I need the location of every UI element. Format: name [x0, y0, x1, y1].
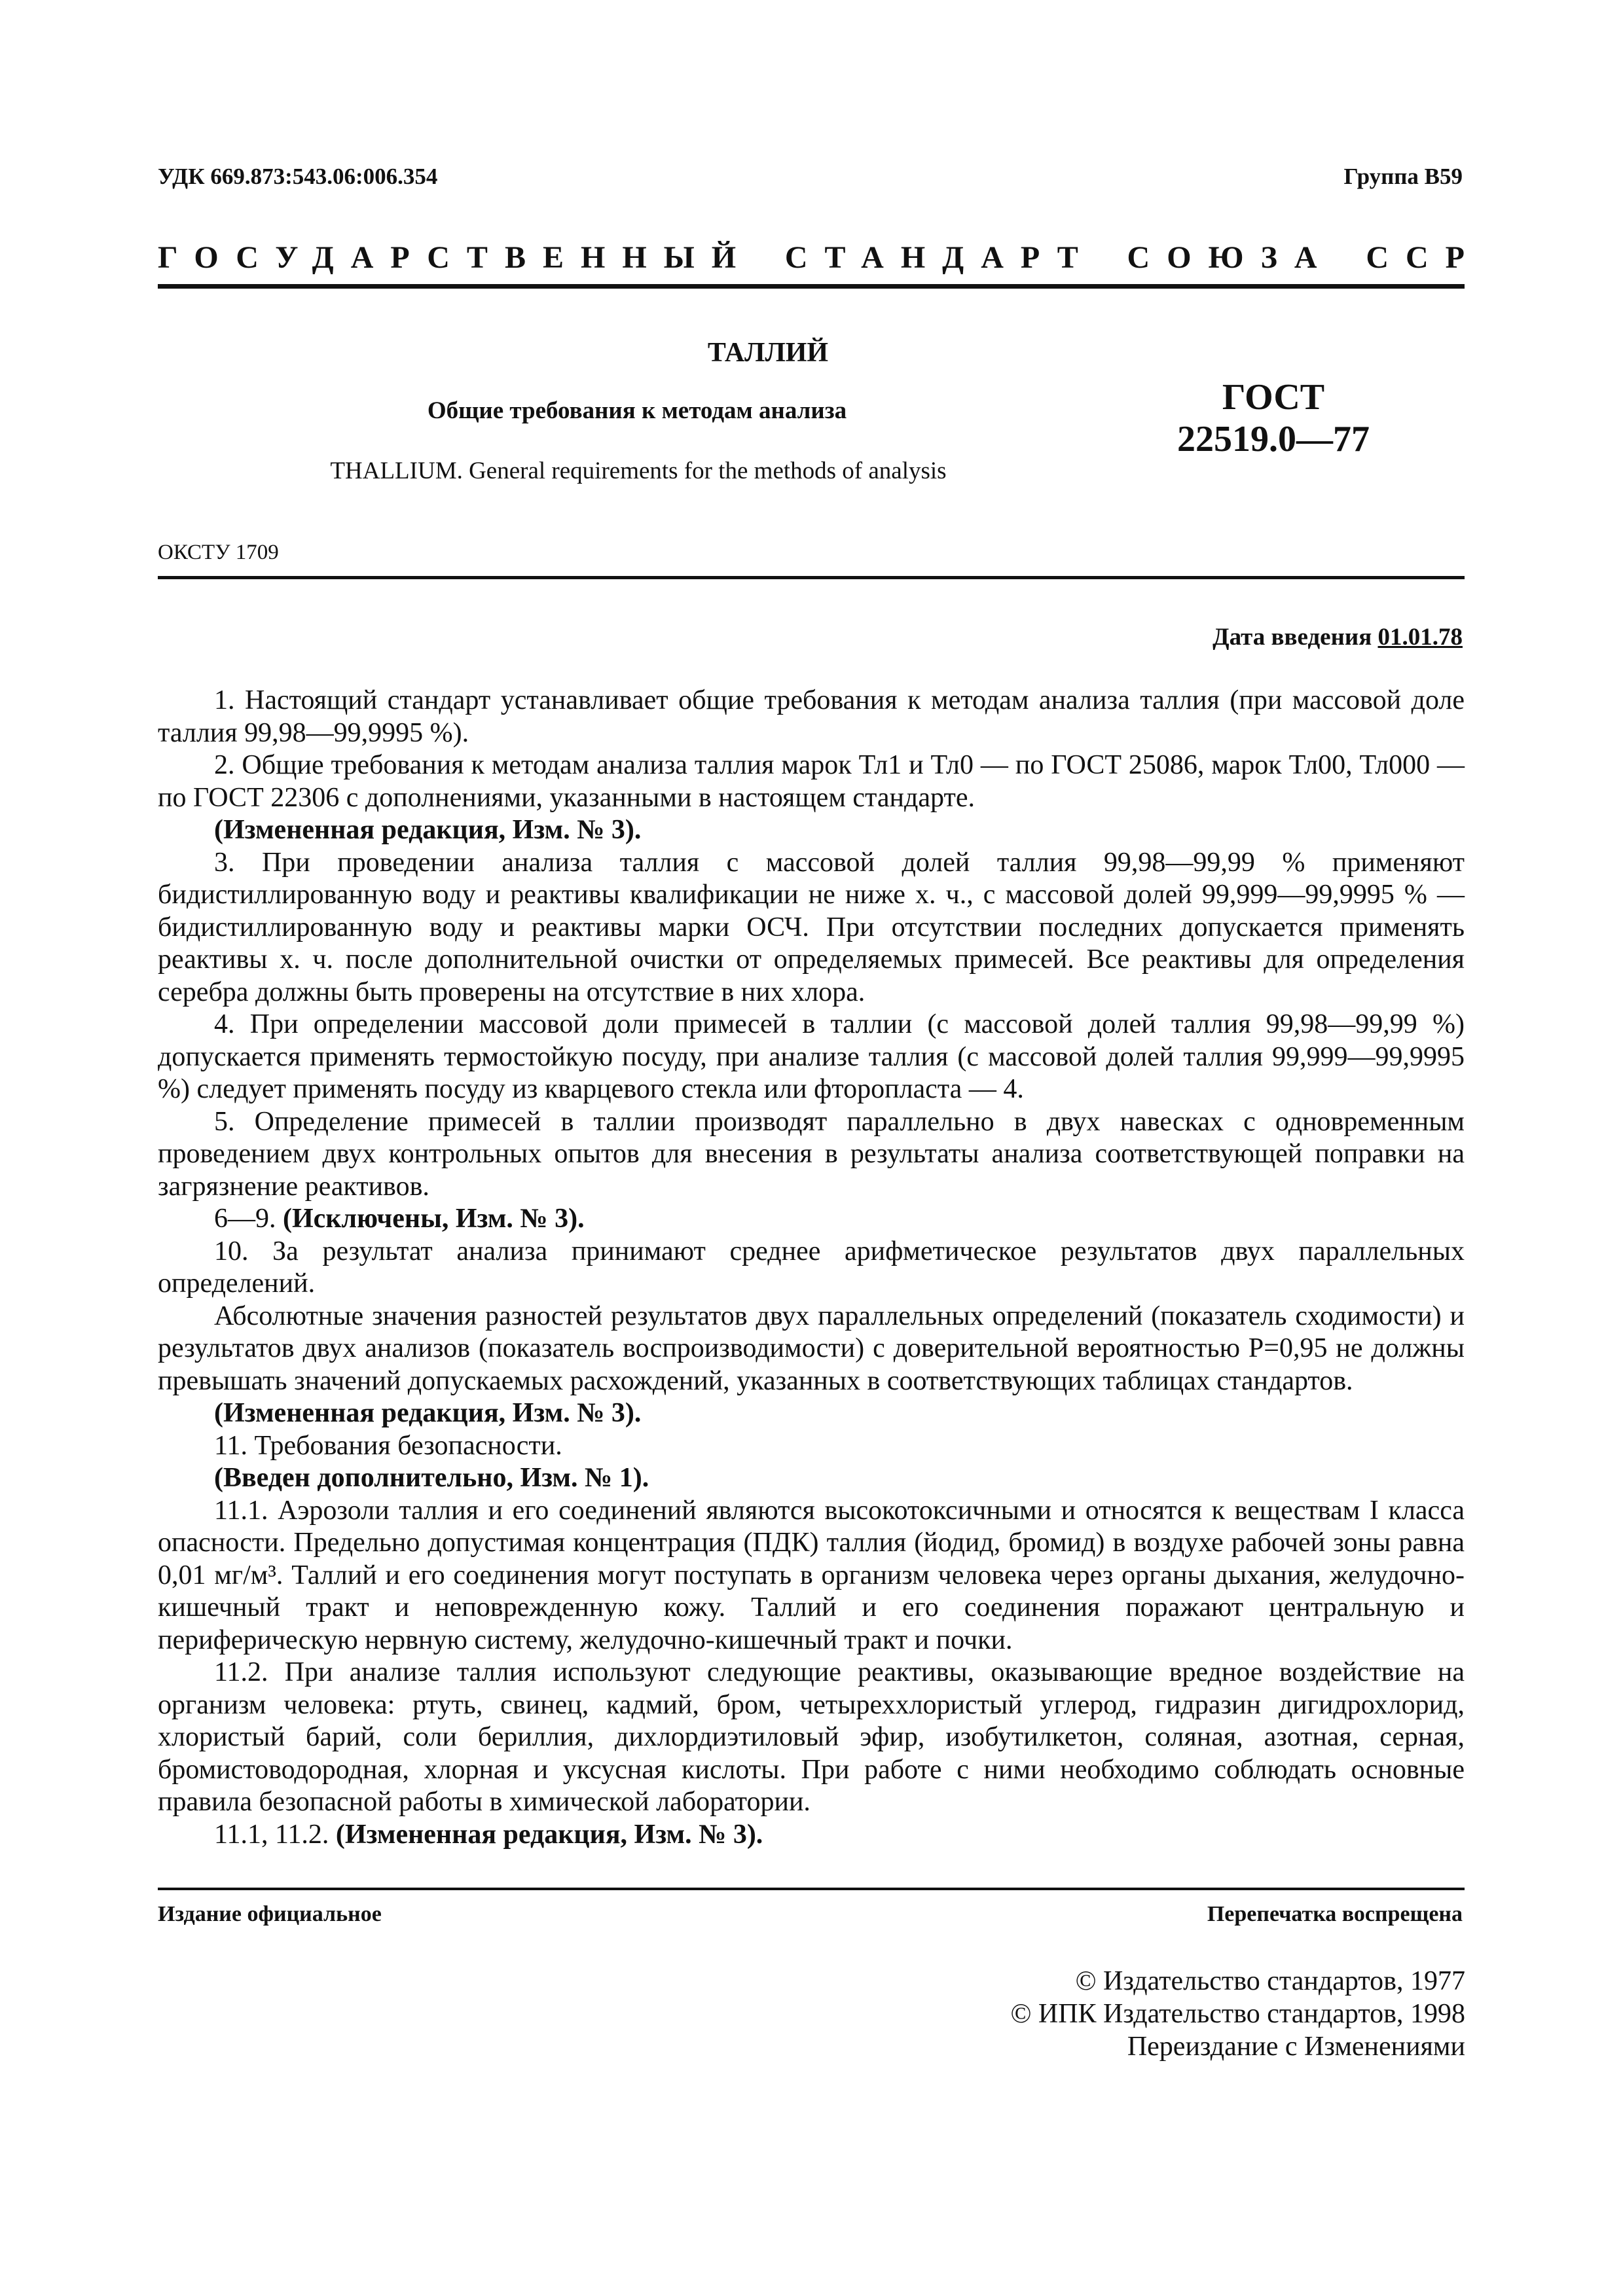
paragraph: 10. За результат анализа принимают среднее арифметическое результатов двух параллельных определений.	[158, 1236, 1465, 1299]
reissue-note: Переиздание с Изменениями	[1127, 2032, 1465, 2062]
footer-rule	[158, 1888, 1465, 1890]
group-code: Группа В59	[1343, 164, 1463, 189]
okstu-code: ОКСТУ 1709	[158, 541, 279, 564]
standard-banner	[158, 238, 1482, 278]
paragraph: 11.1. Аэрозоли таллия и его соединений являются высокотоксичными и относятся к веществам I класса опасности. Предельно допустимая концентрация (ПДК) таллия (йодид, бромид) в воздухе рабочей зоны равна 0,01 мг/м³. Таллий и его соединения могут поступать в организм человека через органы дыхания, желудочно-кишечный тракт и неповрежденную кожу. Таллий и его соединения поражают центральную и периферическую нервную систему, желудочно-кишечный тракт и почки.	[158, 1495, 1465, 1655]
paragraph: Абсолютные значения разностей результатов двух параллельных определений (показатель сходимости) и результатов двух анализов (показатель воспроизводимости) с доверительной вероятностью P=0,95 не должны превышать значений допускаемых расхождений, указанных в соответствующих таблицах стандартов.	[158, 1300, 1465, 1396]
gost-block	[1165, 376, 1381, 460]
english-title: THALLIUM. General requirements for the methods of analysis	[330, 457, 947, 484]
paragraph	[158, 1203, 1465, 1236]
standard-body	[158, 685, 1465, 1851]
gost-number: 22519.0—77	[1177, 419, 1370, 459]
gost-label: ГОСТ	[1222, 377, 1325, 418]
paragraph-number: 6—9.	[214, 1204, 283, 1234]
document-subtitle: Общие требования к методам анализа	[427, 397, 847, 424]
paragraph: 11. Требования безопасности.	[214, 1430, 562, 1461]
copyright-line: © Издательство стандартов, 1977	[1075, 1966, 1465, 1996]
paragraph: 4. При определении массовой доли примесей в таллии (с массовой долей таллия 99,98—99,99 %) допускается применять термостойкую посуду, при анализе таллия (с массовой долей таллия 99,999—99,9995 %) следует применять посуду из кварцевого стекла или фторопласта — 4.	[158, 1009, 1465, 1104]
copyright-line: © ИПК Издательство стандартов, 1998	[1010, 1999, 1465, 2029]
amendment-note: (Измененная редакция, Изм. № 3).	[335, 1819, 763, 1850]
top-thick-rule	[158, 284, 1465, 289]
amendment-note: (Измененная редакция, Изм. № 3).	[214, 815, 642, 845]
reprint-prohibited-label: Перепечатка воспрещена	[1207, 1902, 1463, 1926]
amendment-note: (Измененная редакция, Изм. № 3).	[214, 1398, 642, 1428]
paragraph: 3. При проведении анализа таллия с массовой долей таллия 99,98—99,99 % применяют бидистиллированную воду и реактивы квалификации не ниже х. ч., с массовой долей 99,999—99,9995 % — бидистиллированную воду и реактивы марки ОСЧ. При отсутствии последних допускается применять реактивы х. ч. после дополнительной очистки от определяемых примесей. Все реактивы для определения серебра должны быть проверены на отсутствие в них хлора.	[158, 847, 1465, 1007]
title-bottom-rule	[158, 576, 1465, 579]
banner-word: СОЮЗА	[1127, 240, 1334, 275]
intro-date-value: 01.01.78	[1377, 624, 1463, 651]
paragraph: 2. Общие требования к методам анализа таллия марок Тл1 и Тл0 — по ГОСТ 25086, марок Тл00, Тл000 — по ГОСТ 22306 с дополнениями, указанными в настоящем стандарте.	[158, 750, 1465, 813]
amendment-note: (Исключены, Изм. № 3).	[283, 1204, 585, 1234]
paragraph	[158, 1819, 1465, 1852]
copyright-block	[1010, 1965, 1465, 2063]
amendment-note: (Введен дополнительно, Изм. № 1).	[214, 1463, 649, 1493]
intro-date-label: Дата введения	[1213, 624, 1372, 651]
paragraph: 1. Настоящий стандарт устанавливает общие требования к методам анализа таллия (при массовой доле таллия 99,98—99,9995 %).	[158, 685, 1465, 748]
banner-word: ГОСУДАРСТВЕННЫЙ	[158, 240, 754, 275]
intro-date	[1213, 623, 1463, 651]
document-title: ТАЛЛИЙ	[707, 338, 829, 368]
official-edition-label: Издание официальное	[158, 1902, 382, 1926]
banner-word: ССР	[1366, 240, 1482, 275]
paragraph-number: 11.1, 11.2.	[214, 1819, 336, 1850]
paragraph: 11.2. При анализе таллия используют следующие реактивы, оказывающие вредное воздействие на организм человека: ртуть, свинец, кадмий, бром, четыреххлористый углерод, гидразин дигидрохлорид, хлористый барий, соли бериллия, дихлордиэтиловый эфир, изобутилкетон, соляная, азотная, серная, бромистоводородная, хлорная и уксусная кислоты. При работе с ними необходимо соблюдать основные правила безопасной работы в химической лаборатории.	[158, 1657, 1465, 1817]
banner-word: СТАНДАРТ	[784, 240, 1095, 275]
paragraph: 5. Определение примесей в таллии производят параллельно в двух навесках с одновременным проведением двух контрольных опытов для внесения в результаты анализа соответствующей поправки на загрязнение реактивов.	[158, 1106, 1465, 1202]
udk-code: УДК 669.873:543.06:006.354	[158, 164, 438, 189]
